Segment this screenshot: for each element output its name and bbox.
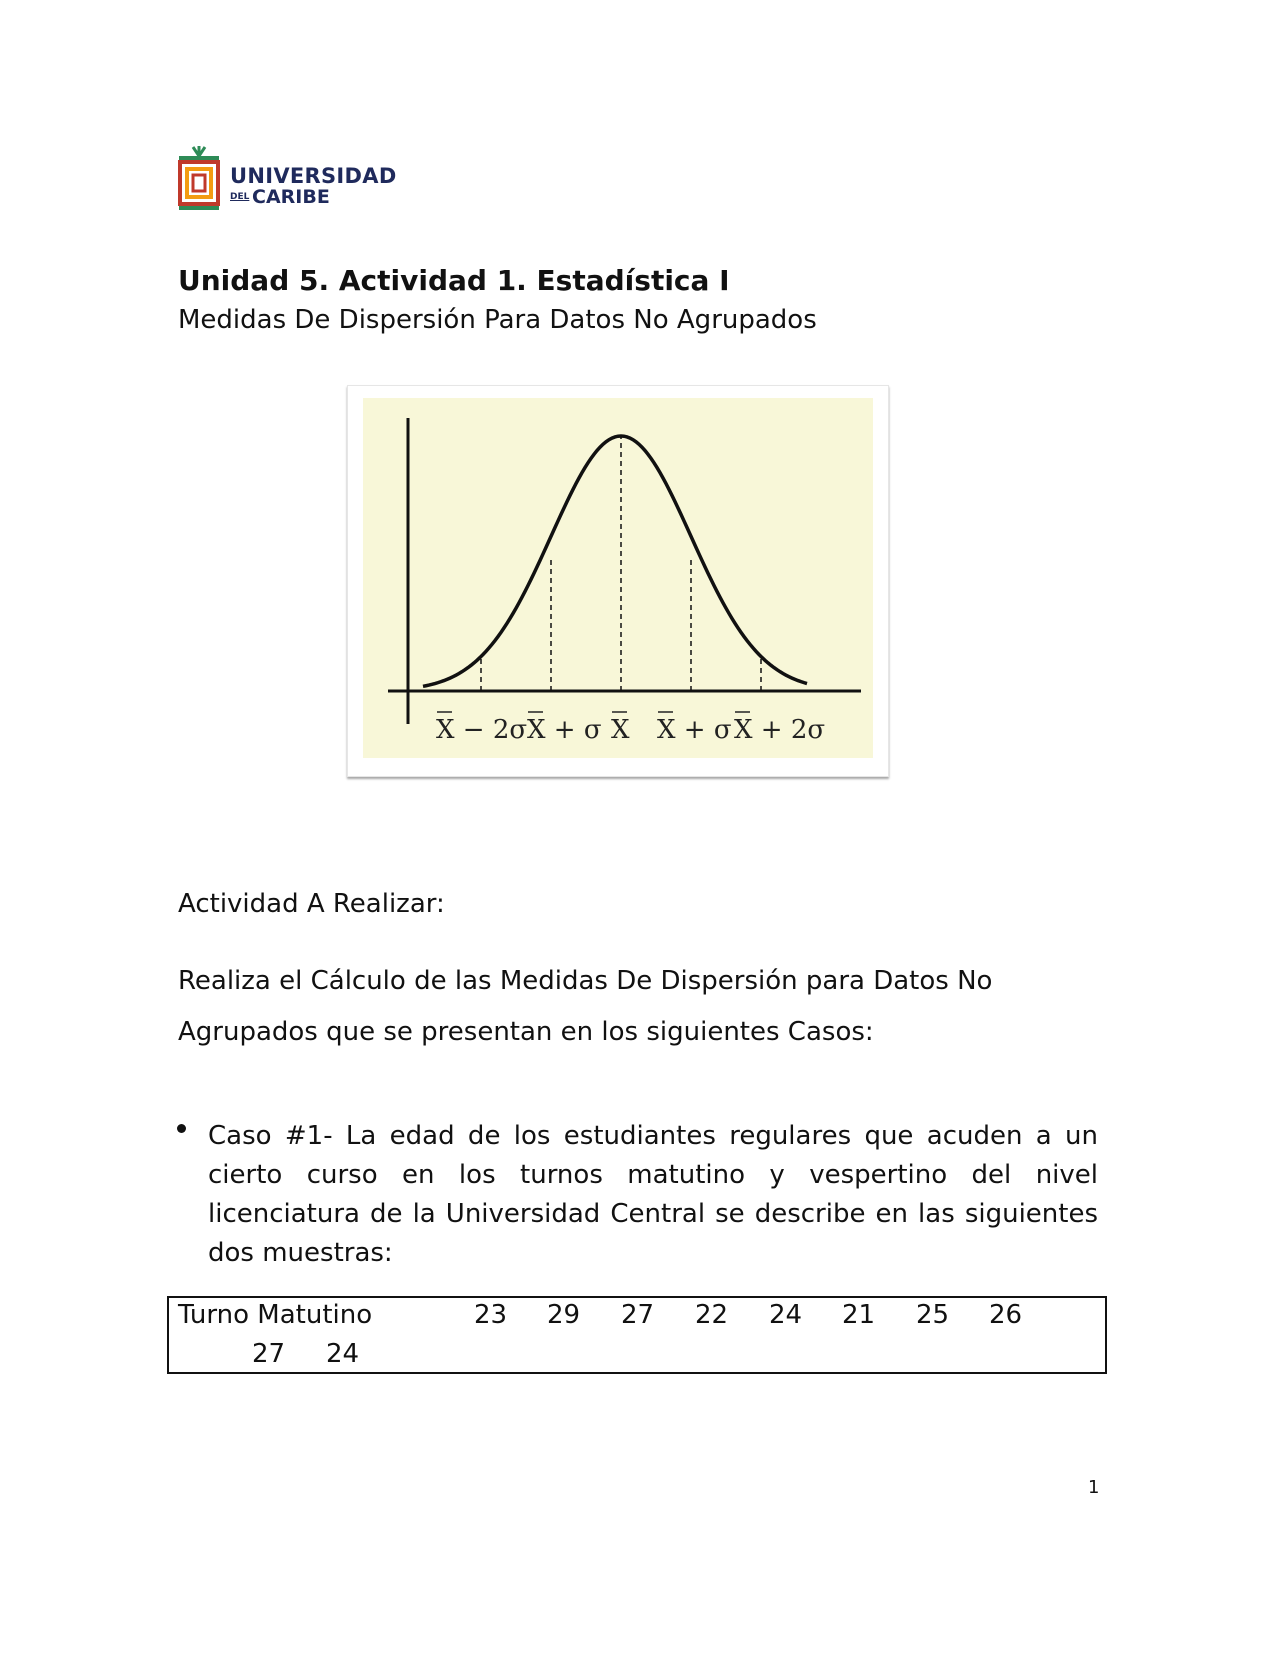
table-value: 21	[842, 1300, 876, 1330]
table-value: 29	[547, 1300, 581, 1330]
table-value: 22	[695, 1300, 729, 1330]
table-row-label: Turno Matutino	[178, 1300, 373, 1330]
logo-text-del: DEL	[230, 192, 250, 202]
case-1-text: Caso #1- La edad de los estudiantes regulares que acuden a un cierto curso en los turnos matutino y vespertino del nivel licenciatura de la Universidad Central se describe en las siguientes dos muestras:	[208, 1121, 1098, 1268]
instruction-line-2: Agrupados que se presentan en los siguientes Casos:	[178, 1017, 874, 1047]
figure-background	[363, 398, 873, 758]
table-value: 27	[621, 1300, 655, 1330]
table-value: 27	[252, 1339, 286, 1369]
label-minus-2sigma: X − 2σ	[436, 715, 528, 745]
label-plus-sigma: X + σ	[657, 715, 732, 745]
normal-distribution-figure	[347, 385, 889, 777]
university-emblem-icon	[176, 146, 222, 212]
page-subtitle: Medidas De Dispersión Para Datos No Agrupados	[178, 305, 817, 335]
logo-text-universidad: UNIVERSIDAD	[230, 164, 397, 188]
label-plus-2sigma: X + 2σ	[734, 715, 826, 745]
bullet-icon	[177, 1124, 186, 1133]
university-logo	[176, 146, 396, 212]
table-value: 24	[326, 1339, 360, 1369]
logo-text-caribe: CARIBE	[252, 186, 330, 208]
data-table	[167, 1296, 1107, 1374]
activity-heading: Actividad A Realizar:	[178, 889, 445, 919]
table-value: 24	[769, 1300, 803, 1330]
page-title: Unidad 5. Actividad 1. Estadística I	[178, 264, 730, 297]
page-number: 1	[1088, 1477, 1100, 1498]
table-value: 26	[989, 1300, 1023, 1330]
instruction-line-1: Realiza el Cálculo de las Medidas De Dispersión para Datos No	[178, 966, 993, 996]
normal-curve-illustration	[348, 386, 888, 776]
table-value: 23	[474, 1300, 508, 1330]
label-minus-sigma: X + σ	[527, 715, 602, 745]
table-value: 25	[916, 1300, 950, 1330]
label-mean: X	[611, 715, 630, 745]
